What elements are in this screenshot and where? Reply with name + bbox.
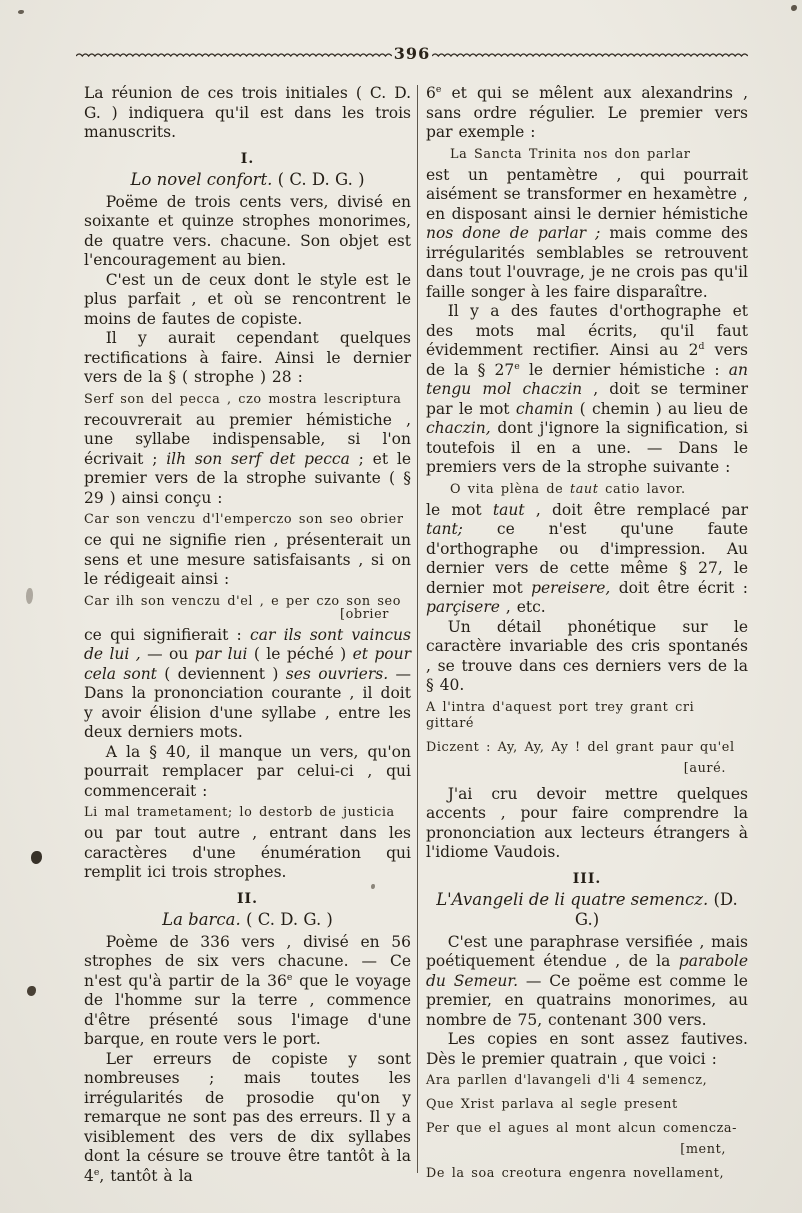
text-run: recouvrerait au premier hémistiche , une syllabe indispensable, si l'on écrivait ; xyxy=(84,410,411,468)
verse-block xyxy=(426,147,748,163)
scan-speck xyxy=(18,10,24,14)
left-column xyxy=(84,84,411,1186)
text-run: [obrier xyxy=(340,606,389,622)
text-run: ce qui signifierait : xyxy=(84,625,251,644)
verse-line xyxy=(84,392,411,408)
scan-speck xyxy=(791,5,797,11)
text-run: parçisere xyxy=(426,598,500,616)
text-run: taut xyxy=(492,500,525,519)
verse-line xyxy=(426,1121,748,1137)
text-run: catio lavor. xyxy=(598,481,686,497)
text-run: , tantôt à la xyxy=(99,1166,193,1185)
paragraph xyxy=(84,84,411,143)
text-run: doit être écrit : xyxy=(610,578,748,597)
paragraph xyxy=(84,329,411,388)
poem-title xyxy=(84,170,411,190)
section-heading: I. xyxy=(240,150,255,167)
scan-speck xyxy=(26,588,33,604)
text-run: ce n'est qu'une faute d'orthographe ou d'impression. Au dernier vers de cette même § 27, le dernier mot xyxy=(426,520,748,597)
verse-line xyxy=(84,805,411,821)
paragraph xyxy=(84,743,411,802)
text-run: pereisere, xyxy=(531,578,611,597)
text-run: chaczin, xyxy=(426,419,491,437)
text-run: ( deviennent ) xyxy=(156,664,286,683)
text-run: vers de la § 27 xyxy=(426,341,748,379)
text-run: [auré. xyxy=(683,760,726,776)
paragraph xyxy=(84,411,411,509)
text-run: taut xyxy=(569,481,599,497)
text-run: ses ouvriers. xyxy=(285,664,389,683)
verse-block xyxy=(84,594,411,623)
paragraph xyxy=(426,501,748,618)
text-run: le dernier hémistiche : xyxy=(519,360,729,379)
text-run: an tengu mol chaczin xyxy=(426,360,748,398)
text-run: Il y aurait cependant quelques rectifications à faire. Ainsi le dernier vers de la § ( strophe ) 28 : xyxy=(84,329,411,386)
text-run: Que Xrist parlava al segle present xyxy=(426,1097,678,1112)
text-run: et qui se mêlent aux alexandrins , sans ordre régulier. Le premier vers par exemple : xyxy=(426,84,748,141)
wavy-rule-right-icon xyxy=(432,51,748,58)
right-column xyxy=(426,84,748,1190)
text-run: (D. G.) xyxy=(574,889,738,929)
text-run: — Dans la prononciation courante , il doit y avoir élision d'une syllabe , entre les deux derniers mots. xyxy=(84,664,411,741)
text-run: e xyxy=(435,83,442,95)
paragraph xyxy=(426,1030,748,1069)
text-run: ( C. D. G. ) xyxy=(272,169,365,189)
text-run: car ils sont vaincus de lui , xyxy=(84,625,411,663)
paragraph xyxy=(426,166,748,303)
text-run: , doit se terminer par le mot xyxy=(426,380,748,418)
text-run: tant; xyxy=(426,520,463,538)
paragraph xyxy=(426,618,748,696)
paragraph xyxy=(84,531,411,590)
text-run: Ara parllen d'lavangeli d'li 4 semencz, xyxy=(426,1073,708,1088)
text-run: parabole du Semeur. xyxy=(426,952,748,990)
verse-line xyxy=(426,700,748,732)
verse-block xyxy=(426,700,748,777)
text-run: 6 xyxy=(426,84,436,102)
text-run: ( chemin ) au lieu de xyxy=(573,399,748,418)
verse-line xyxy=(450,147,748,163)
text-run: O vita plèna de xyxy=(450,481,570,497)
paragraph xyxy=(84,1050,411,1187)
text-run: Poème de 336 vers , divisé en 56 strophes de six vers chacune. — Ce n'est qu'à partir de la 36 xyxy=(84,932,411,990)
paragraph xyxy=(84,933,411,1050)
text-run: ilh son serf det pecca xyxy=(166,449,350,468)
paragraph xyxy=(84,626,411,743)
text-run: — ou xyxy=(140,645,195,663)
column-divider xyxy=(417,85,418,1173)
text-run: , etc. xyxy=(499,598,546,616)
text-run: Car son venczu d'l'emperczo son seo obrier xyxy=(84,512,404,527)
text-run: le mot xyxy=(426,500,493,519)
text-run: mais comme des irrégularités semblables se retrouvent dans tout l'ouvrage, je ne crois pas qu'il faille songer à les faire disparaître. xyxy=(426,224,748,301)
section-heading: II. xyxy=(237,890,258,907)
scan-speck xyxy=(27,986,36,996)
text-run: ( C. D. G. ) xyxy=(240,909,333,929)
text-run: J'ai cru devoir mettre quelques accents , pour faire comprendre la prononciation aux lecteurs étrangers à l'idiome Vaudois. xyxy=(426,784,748,861)
text-run: Lo novel confort. xyxy=(130,169,273,189)
text-run: nos done de parlar ; xyxy=(426,224,601,242)
poem-title xyxy=(84,910,411,930)
text-run: ce qui ne signifie rien , présenterait un sens et une mesure satisfaisants , si on le rédigeait ainsi : xyxy=(84,531,411,588)
text-run: Diczent : Ay, Ay, Ay ! del grant paur qu'el xyxy=(426,739,735,755)
verse-line xyxy=(426,1073,748,1089)
text-run: , doit être remplacé par xyxy=(524,500,748,519)
text-run: Serf son del pecca , czo mostra lescriptura xyxy=(84,391,402,407)
text-run: Per que el agues al mont alcun comencza- xyxy=(426,1121,738,1136)
text-run: e xyxy=(93,1166,100,1178)
verse-line xyxy=(426,761,748,777)
text-run: Car ilh son venczu d'el , e per czo son seo xyxy=(84,593,402,609)
text-run: chamin xyxy=(515,399,574,418)
paragraph xyxy=(426,302,748,478)
paragraph xyxy=(426,785,748,863)
text-run: De la soa creotura engenra novellament, xyxy=(426,1166,725,1181)
text-run: [ment, xyxy=(680,1142,726,1157)
paragraph xyxy=(426,933,748,1031)
verse-block xyxy=(426,482,748,498)
text-run: par lui xyxy=(194,645,248,663)
paragraph xyxy=(84,193,411,271)
verse-line xyxy=(450,482,748,498)
verse-line xyxy=(84,512,411,528)
text-run: e xyxy=(514,360,520,372)
text-run: Poëme de trois cents vers, divisé en soixante et quinze strophes monorimes, de quatre vers. chacune. Son objet est l'encouragement au bien. xyxy=(84,192,411,269)
paragraph xyxy=(84,824,411,883)
text-run: C'est un de ceux dont le style est le plus parfait , et où se rencontrent le moins de fautes de copiste. xyxy=(84,270,411,328)
text-run: est un pentamètre , qui pourrait aisément se transformer en hexamètre , en disposant ainsi le dernier hémistiche xyxy=(426,165,748,223)
paragraph xyxy=(84,271,411,330)
text-run: Il y a des fautes d'orthographe et des mots mal écrits, qu'il faut évidemment rectifier. Ainsi au 2 xyxy=(426,302,748,359)
text-run: C'est une paraphrase versifiée , mais poétiquement étendue , de la xyxy=(426,932,748,970)
text-run: ; et le premier vers de la strophe suivante ( § 29 ) ainsi conçu : xyxy=(84,449,411,507)
verse-block xyxy=(84,392,411,408)
verse-block xyxy=(84,512,411,528)
paragraph xyxy=(426,84,748,143)
text-run: Li mal trametament; lo destorb de justicia xyxy=(84,805,395,820)
text-run: d xyxy=(698,340,705,352)
text-run: La Sancta Trinita nos don parlar xyxy=(450,146,691,162)
verse-line xyxy=(426,740,748,756)
page-header xyxy=(76,45,748,63)
text-run: e xyxy=(286,971,293,983)
text-run: Les copies en sont assez fautives. Dès le premier quatrain , que voici : xyxy=(426,1030,748,1068)
text-run: La barca. xyxy=(162,909,241,929)
text-run: La réunion de ces trois initiales ( C. D. G. ) indiquera qu'il est dans les trois manuscrits. xyxy=(84,84,411,141)
section-heading: III. xyxy=(572,870,602,887)
verse-line xyxy=(426,1166,748,1182)
text-run: ou par tout autre , entrant dans les caractères d'une énumération qui remplit ici trois strophes. xyxy=(84,824,411,881)
text-run: que le voyage de l'homme sur la terre , commence d'être présenté sous l'image d'une barque, en route vers le port. xyxy=(84,971,412,1048)
text-run: dont j'ignore la signification, si toutefois il en a une. — Dans le premiers vers de la strophe suivante : xyxy=(426,419,748,476)
page-number: 396 xyxy=(393,44,431,63)
text-run: Ler erreurs de copiste y sont nombreuses ; mais toutes les irrégularités de prosodie qu'on y remarque ne sont pas des erreurs. Il y a visiblement des vers de dix syllabes dont la césure se trouve être tantôt à la 4 xyxy=(84,1049,411,1185)
poem-title xyxy=(426,890,748,930)
verse-block xyxy=(84,805,411,821)
text-run: A l'intra d'aquest port trey grant cri gittaré xyxy=(426,699,695,731)
text-run: et pour cela sont xyxy=(84,645,411,683)
text-run: A la § 40, il manque un vers, qu'on pourrait remplacer par celui-ci , qui commencerait : xyxy=(84,742,411,800)
text-run: Un détail phonétique sur le caractère invariable des cris spontanés , se trouve dans ces derniers vers de la § 40. xyxy=(426,617,748,694)
verse-block xyxy=(426,1073,748,1182)
verse-line xyxy=(426,1097,748,1113)
text-run: — Ce poëme est comme le premier, en quatrains monorimes, au nombre de 75, contenant 300 vers. xyxy=(426,971,748,1029)
text-run: ( le péché ) xyxy=(247,645,353,663)
text-run: L'Avangeli de li quatre semencz. xyxy=(436,889,709,909)
scan-speck xyxy=(31,851,42,864)
verse-line xyxy=(426,1142,748,1158)
wavy-rule-left-icon xyxy=(76,51,392,58)
